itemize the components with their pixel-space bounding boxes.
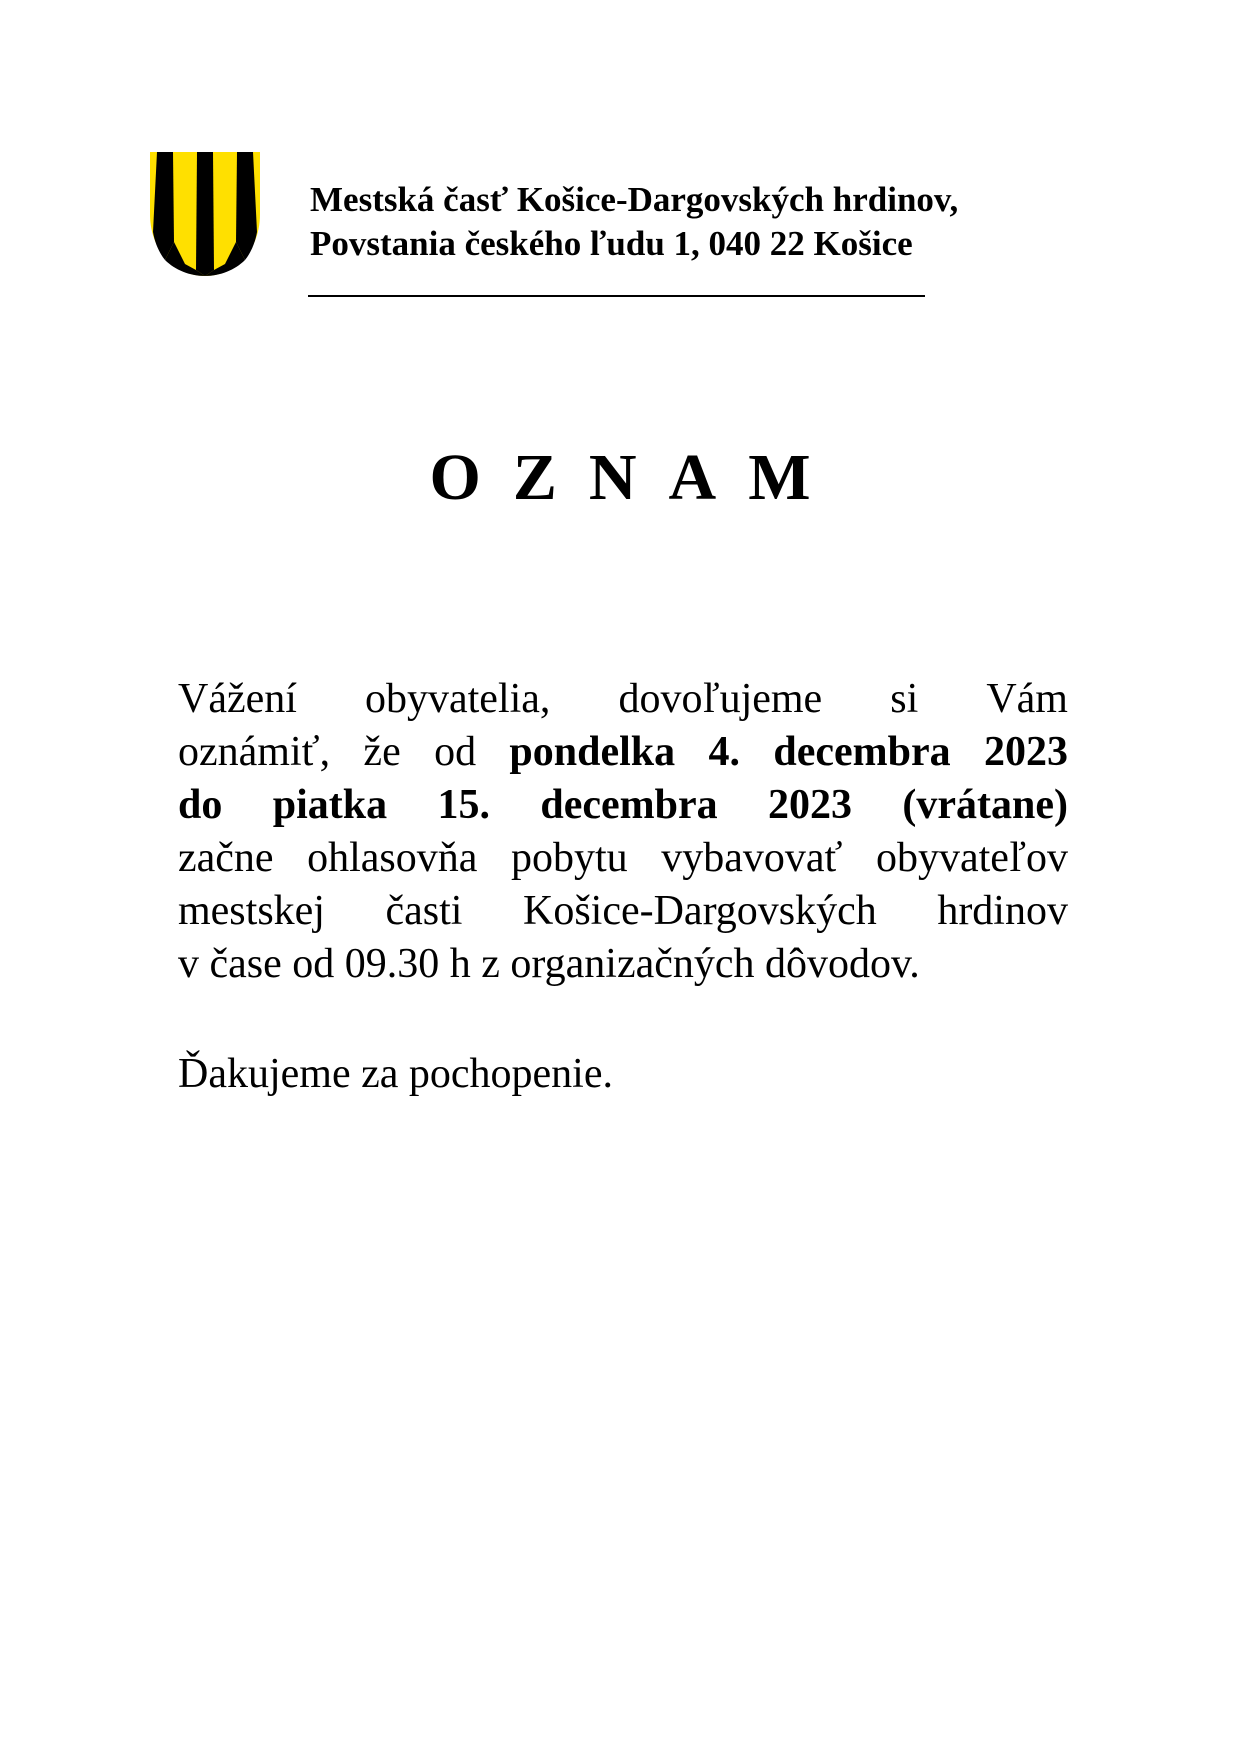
body-word: Vážení bbox=[178, 676, 297, 722]
body-word-bold: pondelka bbox=[509, 729, 676, 775]
body-word: Vám bbox=[986, 676, 1068, 722]
body-word: pobytu bbox=[510, 835, 628, 881]
header-line-1: Mestská časť Košice-Dargovských hrdinov, bbox=[310, 180, 959, 219]
page-title bbox=[0, 438, 1240, 518]
closing-thanks: Ďakujeme za pochopenie. bbox=[178, 1051, 613, 1097]
body-word-bold: decembra bbox=[540, 782, 718, 828]
body-word: dovoľujeme bbox=[618, 676, 823, 722]
title-letter: A bbox=[668, 441, 717, 514]
header-divider bbox=[308, 295, 925, 297]
title-letter: O bbox=[429, 441, 481, 514]
body-line-6: v čase od 09.30 h z organizačných dôvodov. bbox=[178, 941, 920, 987]
body-word-bold: (vrátane) bbox=[902, 782, 1068, 828]
body-word: časti bbox=[385, 888, 463, 934]
announcement-body bbox=[178, 673, 1068, 991]
header-address bbox=[310, 178, 958, 266]
body-line-1 bbox=[178, 673, 1068, 726]
body-word: Košice-Dargovských bbox=[522, 888, 877, 934]
body-word: od bbox=[434, 729, 477, 775]
title-letter: M bbox=[748, 441, 811, 514]
title-letter: Z bbox=[512, 441, 557, 514]
body-word-bold: decembra bbox=[773, 729, 951, 775]
body-word: ohlasovňa bbox=[307, 835, 478, 881]
body-line-2 bbox=[178, 726, 1068, 779]
title-letter: N bbox=[588, 441, 637, 514]
body-word: že bbox=[363, 729, 401, 775]
body-word-bold: 15. bbox=[437, 782, 490, 828]
body-word: hrdinov bbox=[937, 888, 1068, 934]
body-line-3 bbox=[178, 779, 1068, 832]
body-line-4 bbox=[178, 832, 1068, 885]
body-line-5 bbox=[178, 885, 1068, 938]
body-word: si bbox=[890, 676, 919, 722]
header-line-2: Povstania českého ľudu 1, 040 22 Košice bbox=[310, 224, 913, 263]
coat-of-arms-icon bbox=[150, 152, 260, 276]
body-word-bold: piatka bbox=[272, 782, 388, 828]
body-word-bold: do bbox=[178, 782, 223, 828]
body-word: oznámiť, bbox=[178, 729, 331, 775]
body-word-bold: 2023 bbox=[983, 729, 1068, 775]
body-word: vybavovať bbox=[661, 835, 843, 881]
body-word: mestskej bbox=[178, 888, 325, 934]
body-word: obyvateľov bbox=[875, 835, 1068, 881]
body-word-bold: 4. bbox=[708, 729, 740, 775]
body-word: začne bbox=[178, 835, 274, 881]
body-word: obyvatelia, bbox=[365, 676, 551, 722]
body-word-bold: 2023 bbox=[768, 782, 853, 828]
